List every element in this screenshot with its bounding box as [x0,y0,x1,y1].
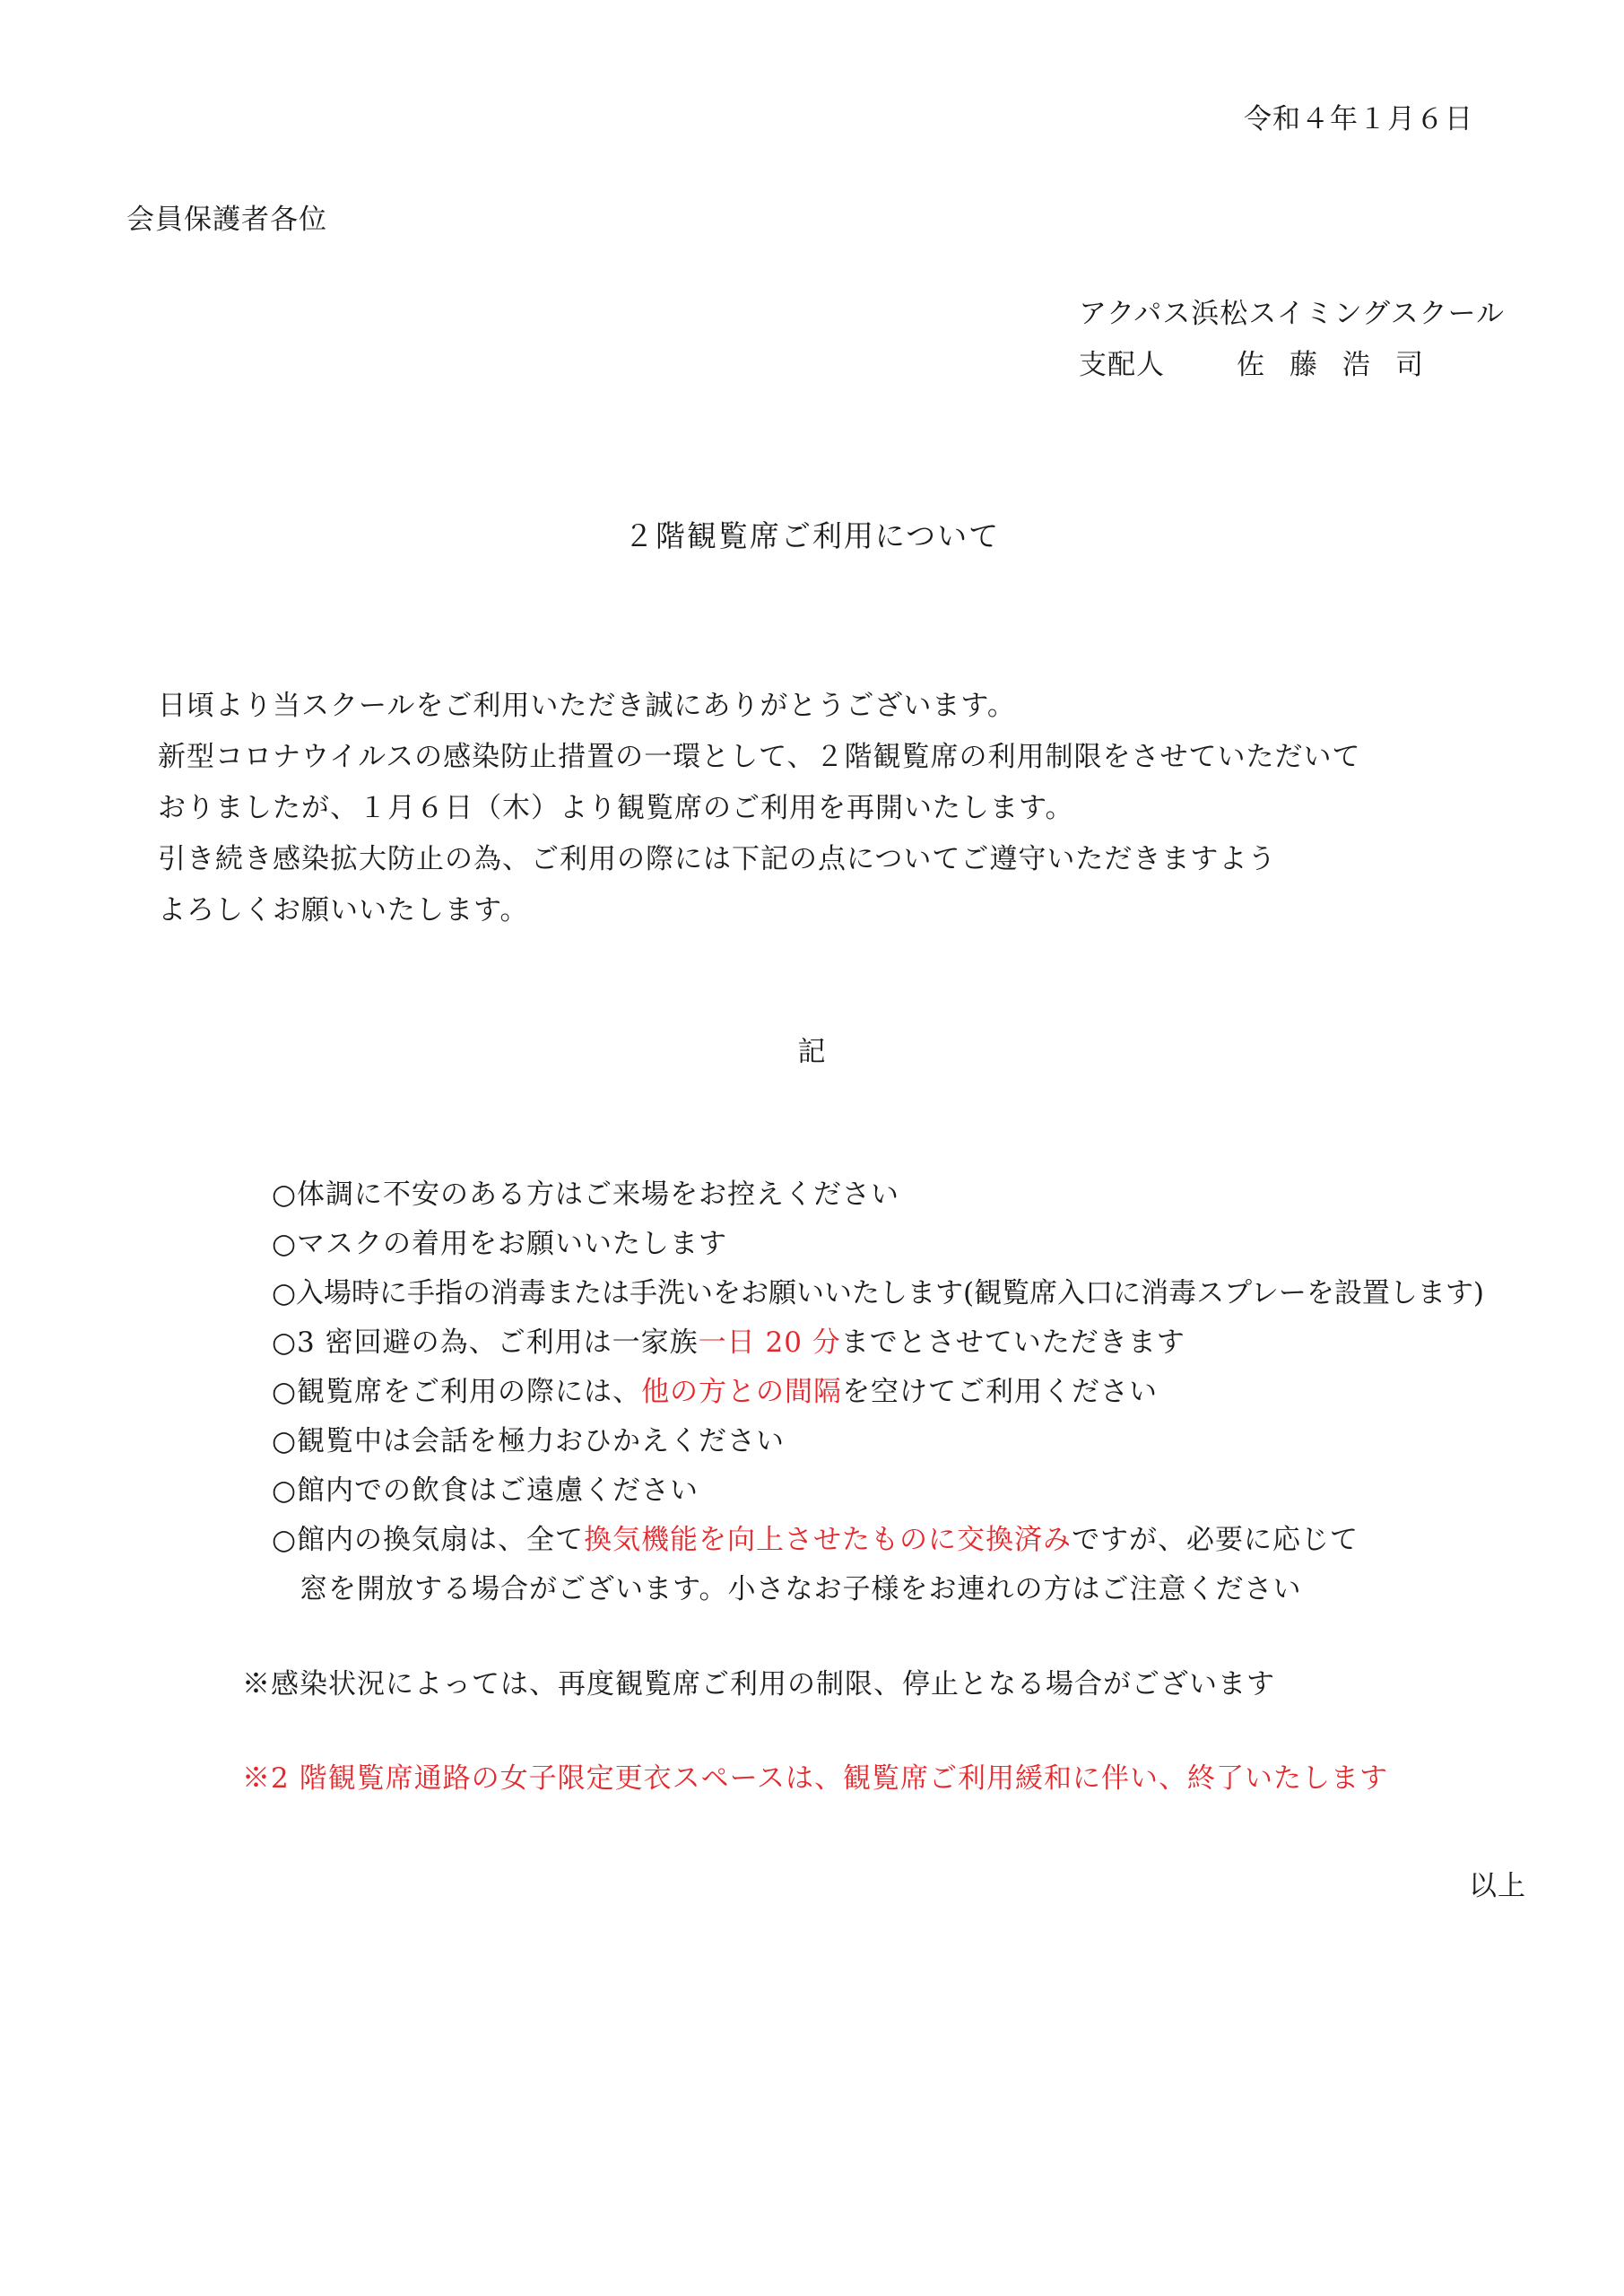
closing-mark: 以上 [1469,1870,1526,1902]
item-text: ○体調に不安のある方はご来場をお控えください [272,1178,900,1211]
item-highlight: 換気機能を向上させたものに交換済み [584,1524,1073,1556]
list-item [272,1275,1484,1311]
item-text-after: を空けてご利用ください [842,1376,1159,1408]
item-text: ○館内の換気扇は、全て [272,1524,585,1556]
issue-date: 令和４年１月６日 [1244,103,1473,135]
body-paragraph-line: おりましたが、１月６日（木）より観覧席のご利用を再開いたします。 [158,792,1074,824]
organization-name: アクパス浜松スイミングスクール [1079,298,1506,330]
manager-name: 佐藤浩司 [1237,349,1448,381]
item-text: ○観覧中は会話を極力おひかえください [272,1425,786,1457]
item-highlight: 一日 20 分 [698,1326,841,1359]
list-item-continuation: 窓を開放する場合がございます。小さなお子様をお連れの方はご注意ください [300,1573,1302,1605]
ki-heading: 記 [797,1036,827,1068]
recipient: 会員保護者各位 [126,204,327,236]
list-item [272,1522,1359,1558]
body-paragraph-line: 引き続き感染拡大防止の為、ご利用の際には下記の点についてご遵守いただきますよう [158,843,1277,875]
list-item [272,1423,785,1459]
body-paragraph-line: 日頃より当スクールをご利用いただき誠にありがとうございます。 [158,690,1016,722]
list-item [272,1374,1158,1410]
item-text: ○入場時に手指の消毒または手洗いをお願いいたします(観覧席入口に消毒スプレーを設置します) [272,1277,1484,1309]
list-item [272,1473,699,1509]
item-text: ○マスクの着用をお願いいたします [272,1228,728,1260]
item-text: ○観覧席をご利用の際には、 [272,1376,642,1408]
item-text: ○館内での飲食はご遠慮ください [272,1474,699,1507]
signatory [1079,347,1448,383]
note-infection-status: ※感染状況によっては、再度観覧席ご利用の制限、停止となる場合がございます [242,1668,1275,1700]
list-item [272,1226,727,1262]
list-item [272,1177,899,1213]
note-changing-space: ※2 階観覧席通路の女子限定更衣スペースは、観覧席ご利用緩和に伴い、終了いたします [242,1762,1389,1795]
body-paragraph-line: 新型コロナウイルスの感染防止措置の一環として、２階観覧席の利用制限をさせていただいて [158,741,1361,773]
item-highlight: 他の方との間隔 [641,1376,843,1408]
item-text-after: までとさせていただきます [840,1326,1185,1359]
list-item [272,1325,1185,1361]
item-text-after: ですが、必要に応じて [1072,1524,1359,1556]
document-title: ２階観覧席ご利用について [623,518,1001,553]
body-paragraph-line: よろしくお願いいたします。 [158,894,529,926]
item-text: ○3 密回避の為、ご利用は一家族 [272,1326,699,1359]
manager-title: 支配人 [1079,349,1165,381]
